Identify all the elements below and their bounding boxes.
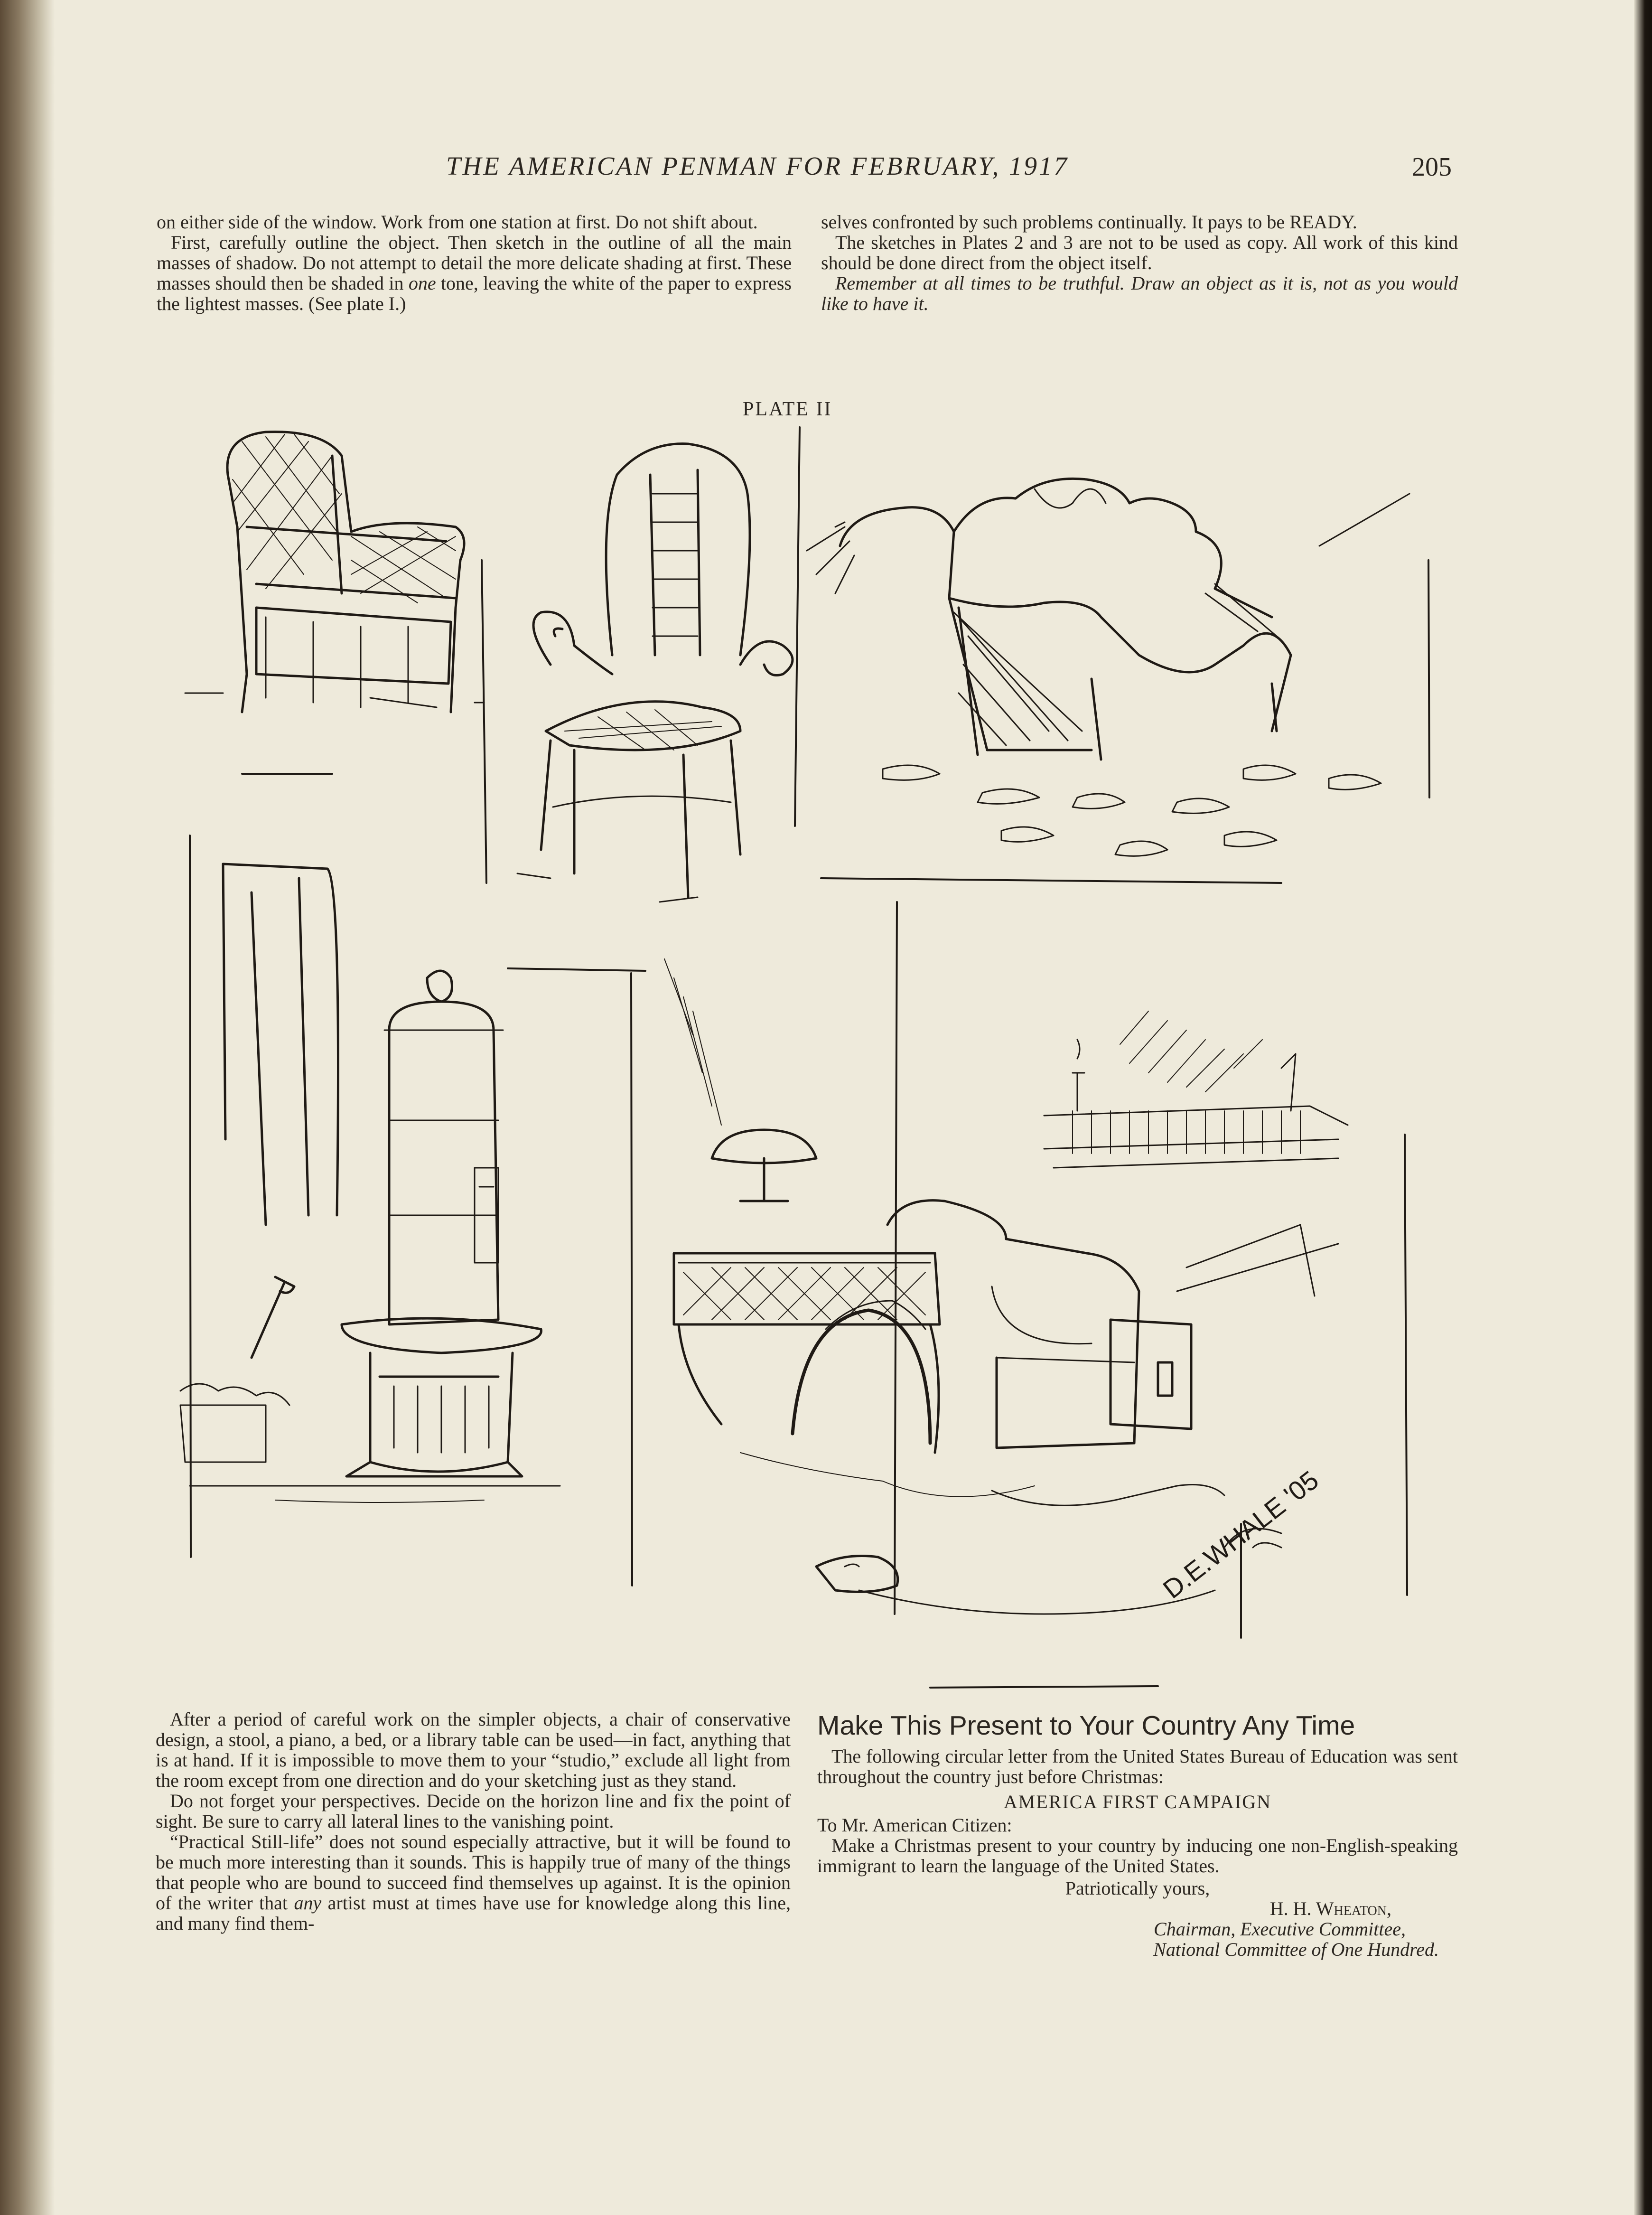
paragraph: After a period of careful work on the simpler objects, a chair of conservative design, a stool, a piano, a bed, or a library table can be used—in fact, anything that is at hand. If it is impossible to move them to your “studio,” exclude all light from the room except from one direction and do your sketching just as they stand. [156,1708,791,1791]
page-number: 205 [1412,152,1452,182]
running-head: THE AMERICAN PENMAN FOR FEBRUARY, 1917 [446,151,1069,180]
tall-wicker-chair-drawing [517,444,793,902]
paragraph: selves confronted by such problems continually. It pays to be READY. [821,211,1357,233]
signer-role [817,1919,1458,1939]
signature-text: D.E.WHALE '05 [1157,1464,1324,1605]
emphasis: National Committee of One Hundred. [1153,1939,1439,1960]
article-title: Make This Present to Your Country Any Time [817,1710,1355,1741]
text-run: artist must at times have use for knowledge along this line, and many find them- [156,1892,791,1934]
signer-org [817,1939,1458,1960]
emphasis: Remember at all times to be truthful. Draw an object as it is, not as you would like to have it. [821,272,1458,314]
text-run: “Practical Still-life” does not sound especially attractive, but it will be found to be much more interesting than it sounds. This is happily true of many of the things that people who are bound to succeed find themselves up against. It is the opinion of the writer that [156,1831,791,1914]
salutation: To Mr. American Citizen: [817,1814,1012,1836]
plate-label: PLATE II [743,398,832,420]
paragraph: The sketches in Plates 2 and 3 are not to be used as copy. All work of this kind should be done direct from the object itself. [821,232,1458,273]
emphasis: one [408,272,436,294]
paragraph [156,1831,791,1933]
paragraph: on either side of the window. Work from one station at first. Do not shift about. [157,211,758,233]
letter-closing: Patriotically yours, [1065,1877,1210,1899]
sofa-drawing [807,479,1409,856]
letter-body: Make a Christmas present to your country by inducing one non-English-speaking immigrant to learn the language of the United States. [817,1835,1458,1877]
letter-signer: H. H. Wheaton, [1269,1898,1391,1919]
stove-drawing [180,864,560,1502]
column-right-bottom [817,1709,1458,1960]
text-run: tone, leaving the white of the paper to express the lightest masses. (See plate I.) [157,272,792,314]
paragraph: The following circular letter from the United States Bureau of Education was sent throughout the country just before Christmas: [817,1746,1458,1787]
wicker-armchair-drawing [185,432,484,712]
paragraph: Do not forget your perspectives. Decide on the horizon line and fix the point of sight. Be sure to carry all lateral lines to the vanishing point. [156,1790,791,1832]
emphasis: any [294,1892,322,1914]
campaign-heading: AMERICA FIRST CAMPAIGN [1003,1791,1272,1812]
emphasis: Chairman, Executive Committee, [1154,1918,1406,1940]
text-run: First, carefully outline the object. Then sketch in the outline of all the main masses of shadow. Do not attempt to detail the more delicate shading at first. These masses should then be shaded in [157,232,792,294]
column-left-bottom [156,1709,791,1933]
